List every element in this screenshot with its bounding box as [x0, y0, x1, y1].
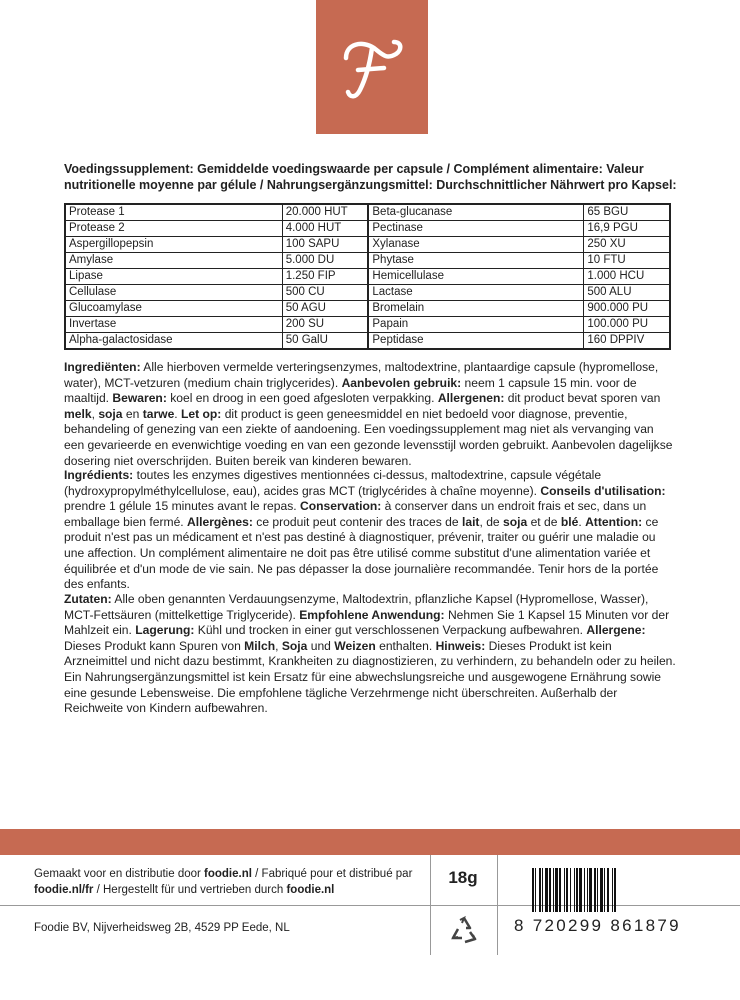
- nutrient-name: Protease 1: [65, 204, 282, 221]
- body-text: , de: [479, 514, 504, 529]
- barcode-bar: [539, 868, 541, 912]
- body-text: toutes les enzymes digestives mentionnées ci-dessus, maltodextrine, capsule végétale (hydroxypropylméthylcellulose, eau), acides gras MCT (triglycérides à chaîne moyenne).: [64, 468, 602, 498]
- bold-label: Conservation:: [299, 499, 382, 514]
- body-text: Alle hierboven vermelde verteringsenzymes, maltodextrine, plantaardige capsule (hypromellose, water), MCT-vetzuren (medium chain triglycerides).: [64, 360, 659, 390]
- nutrient-name: Protease 2: [65, 221, 282, 237]
- body-text: ,: [91, 406, 99, 421]
- ingredients-nl: [64, 360, 676, 469]
- nutrient-value: 10 FTU: [584, 253, 670, 269]
- body-text: Dieses Produkt kann Spuren von: [64, 638, 245, 653]
- barcode-bar: [607, 868, 609, 912]
- barcode-bar: [614, 868, 616, 912]
- nutrient-value: 160 DPPIV: [584, 333, 670, 350]
- table-row: [65, 253, 670, 269]
- body-text: .: [174, 406, 182, 421]
- barcode-bar: [574, 868, 575, 912]
- bold-label: Allergenen:: [437, 391, 505, 406]
- bold-label: Lagerung:: [135, 623, 195, 638]
- nutrient-value: 100 SAPU: [282, 237, 368, 253]
- barcode-bar: [589, 868, 592, 912]
- bold-label: soja: [503, 514, 528, 529]
- bold-label: lait: [461, 514, 480, 529]
- barcode-bar: [594, 868, 596, 912]
- nutrient-value: 5.000 DU: [282, 253, 368, 269]
- nutrient-value: 250 XU: [584, 237, 670, 253]
- body-text: ce produit n'est pas un médicament et n'est pas destiné à diagnostiquer, prévenir, traiter ou guérir une maladie ou une affection. Un complément alimentaire ne doit pas être utilisé comme substitut d'une alimentation variée et équilibrée et d'un mode de vie sain. Ne pas dépasser la dose journalière recommandée. Tenir hors de la portée des enfants.: [64, 514, 659, 592]
- barcode-number: 8 720299 861879: [514, 916, 681, 935]
- website-link: foodie.nl: [286, 884, 335, 896]
- ingredients-de: [64, 592, 676, 717]
- nutrient-value: 65 BGU: [584, 204, 670, 221]
- bold-label: Hinweis:: [435, 638, 486, 653]
- bold-label: Bewaren:: [112, 391, 167, 406]
- website-link: foodie.nl/fr: [34, 884, 94, 896]
- nutrient-value: 20.000 HUT: [282, 204, 368, 221]
- nutrient-name: Glucoamylase: [65, 301, 282, 317]
- barcode-bar: [587, 868, 588, 912]
- barcode-bar: [553, 868, 554, 912]
- nutrient-name: Phytase: [368, 253, 583, 269]
- body-text: / Hergestellt für und vertrieben durch: [93, 884, 287, 896]
- bold-label: blé: [560, 514, 579, 529]
- barcode-bar: [604, 868, 605, 912]
- nutrient-name: Invertase: [65, 317, 282, 333]
- nutrient-name: Amylase: [65, 253, 282, 269]
- brand-logo: [316, 0, 428, 134]
- nutrient-name: Beta-glucanase: [368, 204, 583, 221]
- nutrient-value: 200 SU: [282, 317, 368, 333]
- body-text: ,: [275, 638, 282, 653]
- bold-label: melk: [64, 406, 92, 421]
- bold-label: Ingrédients:: [64, 468, 134, 482]
- body-text: dit product bevat sporen van: [504, 391, 661, 406]
- nutrient-name: Cellulase: [65, 285, 282, 301]
- bold-label: Ingrediënten:: [64, 360, 141, 374]
- ingredients-fr: [64, 468, 676, 593]
- body-text: koel en droog in een goed afgesloten verpakking.: [166, 391, 438, 406]
- net-weight: 18g: [448, 868, 478, 887]
- nutrient-value: 1.250 FIP: [282, 269, 368, 285]
- bold-label: tarwe: [142, 406, 175, 421]
- bold-label: Attention:: [585, 514, 643, 529]
- distribution-text: [34, 866, 424, 898]
- bold-label: Conseils d'utilisation:: [540, 483, 666, 498]
- nutrient-value: 50 GalU: [282, 333, 368, 350]
- table-row: [65, 301, 670, 317]
- barcode-bar: [612, 868, 613, 912]
- nutrient-name: Aspergillopepsin: [65, 237, 282, 253]
- nutrient-value: 500 CU: [282, 285, 368, 301]
- nutrient-name: Lipase: [65, 269, 282, 285]
- barcode-bar: [555, 868, 558, 912]
- body-text: Alle oben genannten Verdauungsenzyme, Maltodextrin, pflanzliche Kapsel (Hypromellose, Wasser), MCT-Fettsäuren (mittelkettige Triglyceride).: [64, 592, 649, 622]
- nutrition-heading: Voedingssupplement: Gemiddelde voedingswaarde per capsule / Complément alimentaire: Valeur nutritionelle moyenne par gélule / Nahrungsergänzungsmittel: Durchschnittlicher Nährwert pro Kapsel:: [64, 162, 677, 192]
- barcode-bar: [549, 868, 551, 912]
- nutrient-name: Lactase: [368, 285, 583, 301]
- nutrient-name: Pectinase: [368, 221, 583, 237]
- barcode-bar: [597, 868, 598, 912]
- barcode-bar: [576, 868, 578, 912]
- body-text: / Fabriqué pour et distribué par: [251, 868, 413, 880]
- body-text: Dieses Produkt ist kein Arzneimittel und nicht dazu bestimmt, Krankheiten zu diagnostizieren, zu verhindern, zu behandeln oder zu heilen. Ein Nahrungsergänzungsmittel ist kein Ersatz für eine abwechslungsreiche und ausgewogene Ernährung sowie eine gesunde Lebensweise. Die empfohlene tägliche Verzehrmenge nicht überschreiten. Außerhalb der Reichweite von Kindern aufbewahren.: [64, 638, 676, 716]
- nutrient-value: 900.000 PU: [584, 301, 670, 317]
- nutrient-name: Alpha-galactosidase: [65, 333, 282, 350]
- bold-label: Aanbevolen gebruik:: [341, 375, 462, 390]
- body-text: .: [578, 514, 586, 529]
- logo-f-icon: [332, 28, 412, 108]
- nutrient-value: 1.000 HCU: [584, 269, 670, 285]
- body-text: Nehmen Sie 1 Kapsel 15 Minuten vor der Mahlzeit ein.: [64, 607, 670, 638]
- body-text: en: [122, 406, 143, 421]
- barcode-bar: [579, 868, 582, 912]
- body-text: et de: [527, 514, 561, 529]
- body-text: dit product is geen geneesmiddel en niet bedoeld voor diagnose, preventie, behandeling of genezing van een ziekte of aandoening. Een voedingssupplement mag niet als vervanging van een gevarieerde en evenwichtige voeding en van een gezonde levensstijl worden gebruikt. Aanbevolen dagelijkse dosering niet overschrijden. Buiten bereik van kinderen bewaren.: [64, 406, 673, 468]
- company-address: Foodie BV, Nijverheidsweg 2B, 4529 PP Eede, NL: [34, 922, 290, 934]
- barcode-bar: [564, 868, 565, 912]
- barcode-bar: [559, 868, 561, 912]
- nutrient-value: 100.000 PU: [584, 317, 670, 333]
- footer-band-top: [0, 829, 740, 855]
- nutrition-table: [64, 203, 671, 350]
- nutrient-name: Hemicellulase: [368, 269, 583, 285]
- body-text: Kühl und trocken in einer gut verschlossenen Verpackung aufbewahren.: [194, 623, 587, 638]
- body-text: prendre 1 gélule 15 minutes avant le repas.: [64, 499, 300, 514]
- bold-label: Weizen: [334, 638, 376, 653]
- table-row: [65, 221, 670, 237]
- nutrient-name: Papain: [368, 317, 583, 333]
- bold-label: Empfohlene Anwendung:: [299, 607, 445, 622]
- bold-label: Soja: [281, 638, 308, 653]
- bold-label: Zutaten:: [64, 592, 112, 606]
- barcode-bar: [600, 868, 603, 912]
- table-row: [65, 285, 670, 301]
- table-row: [65, 237, 670, 253]
- website-link: foodie.nl: [204, 868, 252, 880]
- barcode-bar: [542, 868, 543, 912]
- body-text: à conserver dans un endroit frais et sec, dans un emballage bien fermé.: [64, 499, 647, 529]
- table-row: [65, 333, 670, 350]
- table-row: [65, 204, 670, 221]
- bold-label: Let op:: [181, 406, 222, 421]
- bold-label: Milch: [244, 638, 276, 653]
- barcode-bar: [535, 868, 536, 912]
- nutrient-name: Peptidase: [368, 333, 583, 350]
- body-text: neem 1 capsule 15 min. voor de maaltijd.: [64, 375, 637, 406]
- barcode-bar: [566, 868, 568, 912]
- body-text: und: [307, 638, 335, 653]
- barcode-bar: [584, 868, 585, 912]
- nutrient-value: 50 AGU: [282, 301, 368, 317]
- bold-label: soja: [98, 406, 123, 421]
- table-row: [65, 269, 670, 285]
- table-row: [65, 317, 670, 333]
- recycle-icon: [449, 915, 479, 945]
- body-text: ce produit peut contenir des traces de: [252, 514, 462, 529]
- nutrient-value: 16,9 PGU: [584, 221, 670, 237]
- body-text: Gemaakt voor en distributie door: [34, 868, 205, 880]
- bold-label: Allergene:: [586, 623, 646, 638]
- barcode-bar: [532, 868, 534, 912]
- nutrient-value: 4.000 HUT: [282, 221, 368, 237]
- barcode-bar: [545, 868, 548, 912]
- body-text: enthalten.: [375, 638, 436, 653]
- barcode-bar: [570, 868, 571, 912]
- nutrient-value: 500 ALU: [584, 285, 670, 301]
- nutrient-name: Xylanase: [368, 237, 583, 253]
- barcode: [530, 868, 662, 912]
- bold-label: Allergènes:: [187, 514, 253, 529]
- nutrient-name: Bromelain: [368, 301, 583, 317]
